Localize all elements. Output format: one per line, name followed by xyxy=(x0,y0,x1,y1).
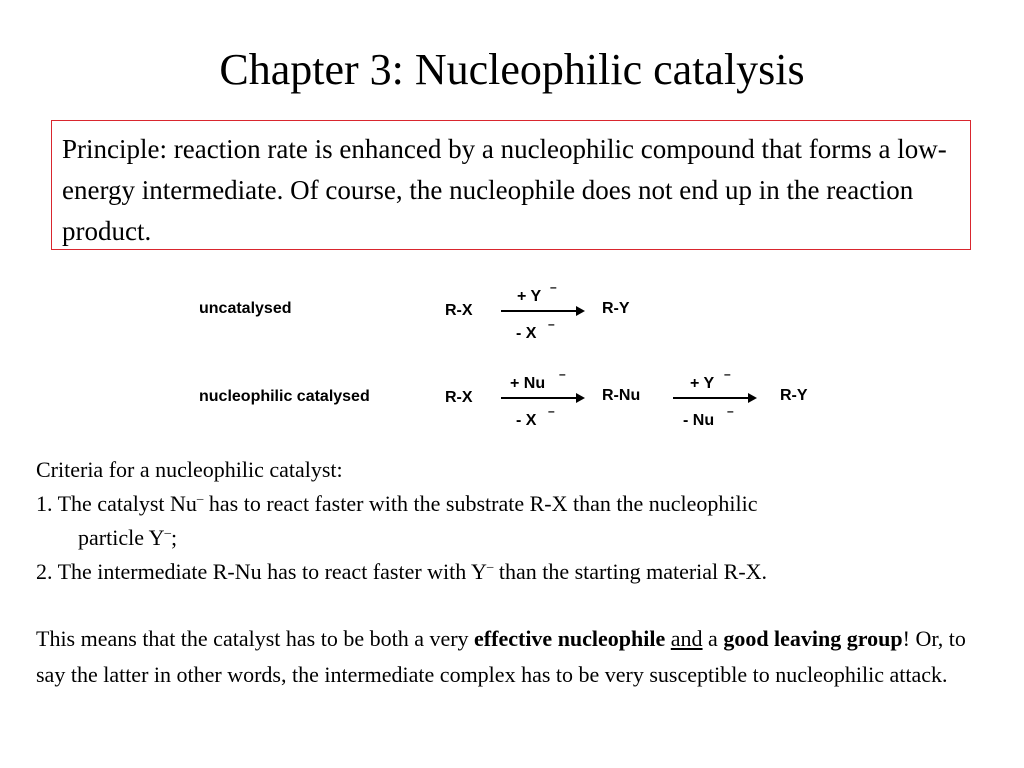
uncatalysed-reactant: R-X xyxy=(445,302,473,319)
criteria-item-1-text-c: particle Y xyxy=(78,525,165,550)
criteria-item-2 xyxy=(36,555,996,589)
catalysed-reactant: R-X xyxy=(445,389,473,406)
catalysed-label: nucleophilic catalysed xyxy=(199,388,370,405)
criteria-item-1-text-b: has to react faster with the substrate R-X than the nucleophilic xyxy=(203,491,758,516)
criteria-item-1-text-d: ; xyxy=(171,525,178,550)
summary-paragraph xyxy=(36,621,996,693)
criteria-item-2-text-b: than the starting material R-X. xyxy=(493,559,768,584)
principle-box: Principle: reaction rate is enhanced by a nucleophilic compound that forms a low-energy intermediate. Of course, the nucleophile does not end up in the reaction product. xyxy=(51,120,971,250)
catalysed-step2-arrow xyxy=(673,397,755,399)
summary-underlined-and: and xyxy=(670,626,703,651)
summary-text-3: a xyxy=(702,626,724,651)
criteria-item-2-text-a: 2. The intermediate R-Nu has to react faster with Y xyxy=(36,559,487,584)
catalysed-step2-reagent: + Y xyxy=(690,375,715,392)
catalysed-step1-reagent-charge: – xyxy=(559,367,566,381)
catalysed-step1-leaving-charge: – xyxy=(548,404,555,418)
catalysed-step2-reagent-charge: – xyxy=(724,367,731,381)
catalysed-product: R-Y xyxy=(780,387,808,404)
summary-text-1: This means that the catalyst has to be both a very xyxy=(36,626,475,651)
criteria-item-1 xyxy=(36,487,996,521)
uncatalysed-label: uncatalysed xyxy=(199,300,292,317)
criteria-item-1-charge: – xyxy=(196,490,204,506)
uncatalysed-leaving: - X xyxy=(516,325,537,342)
criteria-item-1-continuation xyxy=(36,521,996,555)
uncatalysed-leaving-charge: – xyxy=(548,317,555,331)
catalysed-intermediate: R-Nu xyxy=(602,387,641,404)
uncatalysed-reagent: + Y xyxy=(517,288,542,305)
uncatalysed-arrow xyxy=(501,310,583,312)
summary-bold-effective-nucleophile: effective nucleophile xyxy=(474,626,666,651)
uncatalysed-reagent-charge: – xyxy=(550,280,557,294)
criteria-item-2-charge: – xyxy=(486,558,494,574)
criteria-item-1-charge-2: – xyxy=(164,524,172,540)
catalysed-step1-reagent: + Nu xyxy=(510,375,546,392)
uncatalysed-product: R-Y xyxy=(602,300,630,317)
criteria-item-1-text-a: 1. The catalyst Nu xyxy=(36,491,197,516)
catalysed-step2-leaving-charge: – xyxy=(727,404,734,418)
summary-bold-good-leaving-group: good leaving group xyxy=(723,626,903,651)
criteria-section xyxy=(36,453,996,589)
page-title: Chapter 3: Nucleophilic catalysis xyxy=(219,45,805,94)
catalysed-step1-arrow xyxy=(501,397,583,399)
catalysed-step2-leaving: - Nu xyxy=(683,412,715,429)
criteria-heading: Criteria for a nucleophilic catalyst: xyxy=(36,457,343,482)
catalysed-step1-leaving: - X xyxy=(516,412,537,429)
summary-text-4: ! Or, to say the latter in other words, the intermediate complex has to be very susceptible to nucleophilic attack. xyxy=(36,626,966,687)
